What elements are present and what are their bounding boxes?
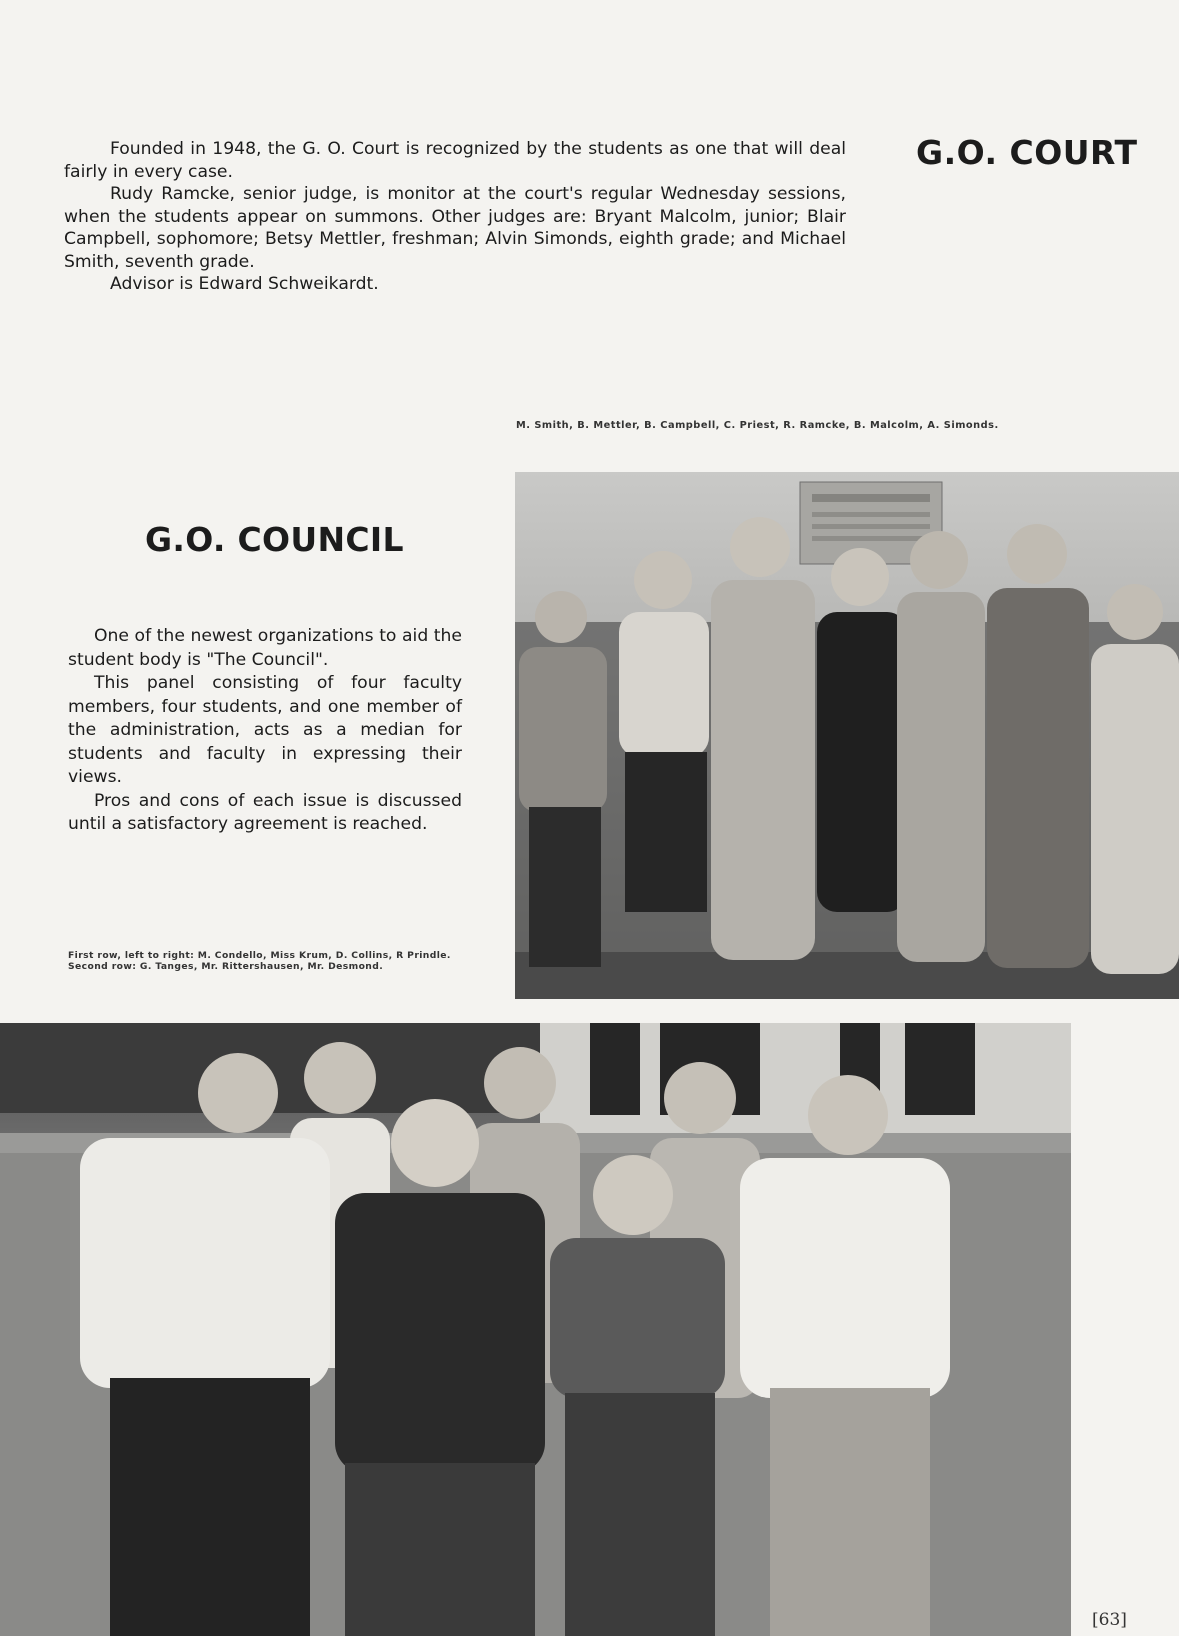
council-photo-illustration <box>0 1023 1071 1636</box>
council-paragraph-1: One of the newest organizations to aid the student body is "The Council". <box>68 626 462 670</box>
council-description <box>68 625 462 837</box>
council-heading: G.O. COUNCIL <box>145 520 404 559</box>
court-group-photo <box>515 472 1179 999</box>
council-paragraph-3: Pros and cons of each issue is discussed until a satisfactory agreement is reached. <box>68 790 462 834</box>
court-paragraph-3: Advisor is Edward Schweikardt. <box>110 274 379 294</box>
court-paragraph-1: Founded in 1948, the G. O. Court is recognized by the students as one that will deal fairly in every case. <box>64 139 846 182</box>
court-description <box>64 138 846 296</box>
court-photo-illustration <box>515 472 1179 999</box>
council-paragraph-2: This panel consisting of four faculty members, four students, and one member of the administration, acts as a median for students and faculty in expressing their views. <box>68 673 462 787</box>
court-paragraph-2: Rudy Ramcke, senior judge, is monitor at the court's regular Wednesday sessions, when the students appear on summons. Other judges are: Bryant Malcolm, junior; Blair Campbell, sophomore; Betsy Mettler, freshman; Alvin Simonds, eighth grade; and Michael Smith, seventh grade. <box>64 184 846 272</box>
court-figure-3 <box>711 517 815 960</box>
court-heading: G.O. COURT <box>916 133 1138 172</box>
court-figure-5 <box>897 531 985 962</box>
court-figure-6 <box>987 524 1089 968</box>
council-photo-caption: First row, left to right: M. Condello, Miss Krum, D. Collins, R Prindle. Second row: G. Tanges, Mr. Rittershausen, Mr. Desmond. <box>68 950 451 972</box>
page-number: [63] <box>1092 1610 1127 1630</box>
council-figure-front-4 <box>740 1075 950 1636</box>
court-photo-caption: M. Smith, B. Mettler, B. Campbell, C. Priest, R. Ramcke, B. Malcolm, A. Simonds. <box>516 420 999 431</box>
council-group-photo <box>0 1023 1071 1636</box>
council-figure-front-1 <box>80 1053 330 1636</box>
